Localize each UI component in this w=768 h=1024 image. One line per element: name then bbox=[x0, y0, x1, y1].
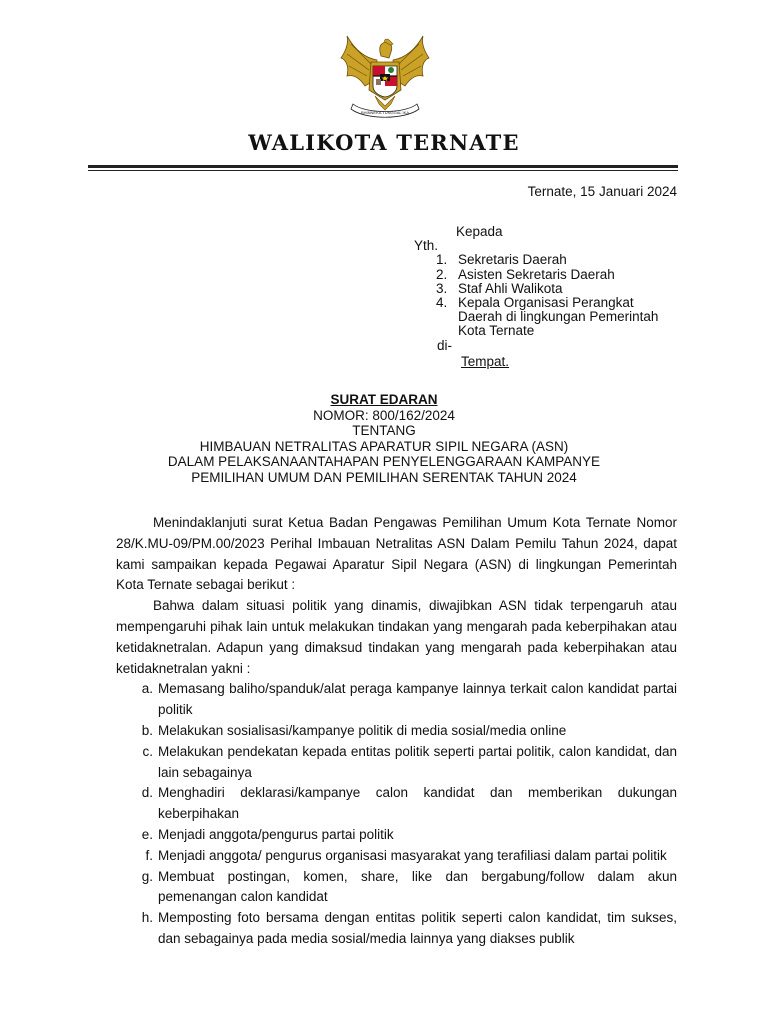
document-number: NOMOR: 800/162/2024 bbox=[313, 407, 455, 423]
recipient-list bbox=[414, 253, 658, 338]
list-item bbox=[116, 825, 677, 846]
list-item bbox=[436, 268, 658, 282]
list-item bbox=[116, 908, 677, 950]
yth-label: Yth. bbox=[414, 238, 439, 254]
letterhead-title: WALIKOTA TERNATE bbox=[248, 130, 520, 155]
list-item bbox=[116, 783, 677, 825]
list-text: Memasang baliho/spanduk/alat peraga kampanye lainnya terkait calon kandidat partai politik bbox=[158, 681, 677, 718]
letterhead-divider bbox=[88, 165, 678, 168]
document-type: SURAT EDARAN bbox=[330, 392, 438, 407]
recipient-name: Staf Ahli Walikota bbox=[458, 280, 563, 296]
tentang-label: TENTANG bbox=[352, 423, 416, 438]
subject-line: HIMBAUAN NETRALITAS APARATUR SIPIL NEGARA (ASN) bbox=[199, 438, 569, 454]
subject-line: PEMILIHAN UMUM DAN PEMILIHAN SERENTAK TAHUN 2024 bbox=[191, 469, 577, 485]
emblem-motto: BHINNEKA TUNGGAL IKA bbox=[360, 110, 410, 115]
letterhead-divider-thin bbox=[88, 170, 678, 171]
recipient-name: Sekretaris Daerah bbox=[458, 252, 567, 268]
list-item bbox=[116, 742, 677, 784]
recipient-name: Asisten Sekretaris Daerah bbox=[458, 266, 615, 282]
subject-line: DALAM PELAKSANAANTAHAPAN PENYELENGGARAAN KAMPANYE bbox=[167, 454, 601, 469]
tempat-label: Tempat. bbox=[461, 353, 510, 369]
list-text: Membuat postingan, komen, share, like dan bergabung/follow dalam akun pemenangan calon kandidat bbox=[158, 868, 677, 905]
recipient-line: Kepala Organisasi Perangkat bbox=[458, 295, 634, 311]
list-item bbox=[436, 282, 658, 296]
list-text: Melakukan pendekatan kepada entitas politik seperti partai politik, calon kandidat, dan lain sebagainya bbox=[158, 743, 677, 780]
recipient-name bbox=[458, 296, 658, 339]
list-item bbox=[116, 846, 677, 867]
list-item bbox=[116, 721, 677, 742]
recipient-line: Daerah di lingkungan Pemerintah bbox=[458, 309, 659, 325]
list-item bbox=[436, 253, 658, 267]
garuda-emblem-icon bbox=[335, 30, 435, 118]
list-marker: h. bbox=[141, 910, 153, 926]
recipient-line: Kota Ternate bbox=[458, 323, 535, 339]
list-marker: f. bbox=[145, 847, 153, 863]
body-paragraph: Menindaklanjuti surat Ketua Badan Pengawas Pemilihan Umum Kota Ternate Nomor 28/K.MU-09/PM.00/2023 Perihal Imbauan Netralitas ASN Dalam Pemilu Tahun 2024, dapat kami sampaikan kepada Pegawai Aparatur Sipil Negara (ASN) di lingkungan Pemerintah Kota Ternate sebagai berikut : bbox=[116, 515, 677, 593]
list-text: Menjadi anggota/pengurus partai politik bbox=[158, 826, 394, 842]
list-marker: c. bbox=[142, 743, 153, 759]
body-paragraph: Bahwa dalam situasi politik yang dinamis, diwajibkan ASN tidak terpengaruh atau mempengaruhi pihak lain untuk melakukan tindakan yang mengarah pada keberpihakan atau ketidaknetralan. Adapun yang dimaksud tindakan yang mengarah pada keberpihakan atau ketidaknetralan yakni : bbox=[116, 598, 677, 676]
list-item bbox=[436, 296, 658, 339]
list-marker: b. bbox=[141, 722, 153, 738]
list-text: Menjadi anggota/ pengurus organisasi masyarakat yang terafiliasi dalam partai politik bbox=[158, 847, 667, 863]
list-number: 2. bbox=[436, 266, 448, 282]
document-heading bbox=[0, 392, 768, 485]
list-item bbox=[116, 867, 677, 909]
list-number: 3. bbox=[436, 280, 448, 296]
list-number: 4. bbox=[436, 295, 448, 311]
date-line: Ternate, 15 Januari 2024 bbox=[527, 184, 677, 199]
list-text: Memposting foto bersama dengan entitas politik seperti calon kandidat, tim sukses, dan sebagainya pada media sosial/media lainnya yang diakses publik bbox=[158, 910, 677, 946]
list-marker: a. bbox=[141, 681, 153, 697]
kepada-label: Kepada bbox=[456, 224, 503, 239]
recipient-block bbox=[414, 225, 658, 369]
list-number: 1. bbox=[436, 252, 448, 268]
list-marker: g. bbox=[141, 868, 153, 884]
document-body bbox=[116, 513, 677, 950]
di-label: di- bbox=[437, 337, 453, 353]
action-list bbox=[116, 679, 677, 949]
list-marker: d. bbox=[141, 785, 153, 801]
list-marker: e. bbox=[141, 826, 153, 842]
list-text: Menghadiri deklarasi/kampanye calon kandidat dan memberikan dukungan keberpihakan bbox=[158, 785, 677, 822]
list-item bbox=[116, 679, 677, 721]
list-text: Melakukan sosialisasi/kampanye politik di media sosial/media online bbox=[158, 722, 567, 738]
